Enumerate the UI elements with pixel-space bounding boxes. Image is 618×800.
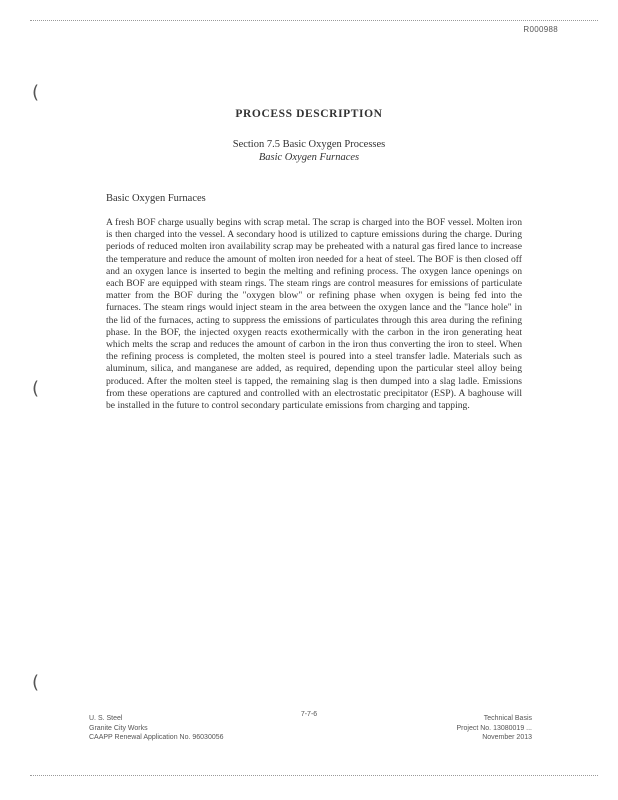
document-id: R000988	[523, 25, 558, 34]
footer-date: November 2013	[482, 734, 532, 741]
binder-hole-mark: (	[32, 672, 40, 693]
page-number: 7-7-6	[300, 711, 318, 718]
binder-hole-mark: (	[32, 378, 40, 399]
footer-facility: Granite City Works	[89, 724, 148, 732]
footer-right	[457, 714, 533, 743]
footer-application: CAAPP Renewal Application No. 96030056	[89, 734, 224, 741]
footer-basis: Technical Basis	[483, 715, 532, 722]
scan-border-top	[30, 20, 598, 21]
scan-border-bottom	[30, 775, 598, 776]
page-title: PROCESS DESCRIPTION	[235, 108, 383, 120]
subsection-title: Basic Oxygen Furnaces	[258, 152, 360, 163]
section-title: Section 7.5 Basic Oxygen Processes	[232, 139, 386, 150]
paragraph-heading: Basic Oxygen Furnaces	[106, 193, 206, 204]
body-paragraph: A fresh BOF charge usually begins with scrap metal. The scrap is charged into the BOF vessel. Molten iron is then charged into the vessel. A secondary hood is utilized to capture emissions during the charge. During periods of reduced molten iron availability scrap may be preheated with a natural gas fired lance to increase the temperature and reduce the amount of molten iron needed for a heat of steel. The BOF is then closed off and an oxygen lance is inserted to begin the melting and refining process. The oxygen lance openings on each BOF are equipped with steam rings. The steam rings are control measures for emissions of particulate matter from the BOF during the "oxygen blow" or refining phase when oxygen is being fed into the furnaces. The steam rings would inject steam in the area between the oxygen lance and the "lance hole" in the lid of the furnaces, acting to suppress the emissions of particulates through this area during the refining phase. In the BOF, the injected oxygen reacts exothermically with the carbon in the iron generating heat which melts the scrap and reduces the amount of carbon in the iron thus converting the iron to steel. When the refining process is completed, the molten steel is poured into a steel transfer ladle. Materials such as aluminum, silica, and manganese are added, as required, depending upon the particular steel alloy being produced. After the molten steel is tapped, the remaining slag is then dumped into a slag ladle. Emissions from these operations are captured and controlled with an electrostatic precipitator (ESP). A baghouse will be installed in the future to control secondary particulate emissions from charging and tapping.	[106, 217, 522, 412]
footer-project: Project No. 13080019 ...	[456, 724, 532, 732]
footer-company: U. S. Steel	[89, 715, 123, 722]
binder-hole-mark: (	[32, 82, 40, 103]
